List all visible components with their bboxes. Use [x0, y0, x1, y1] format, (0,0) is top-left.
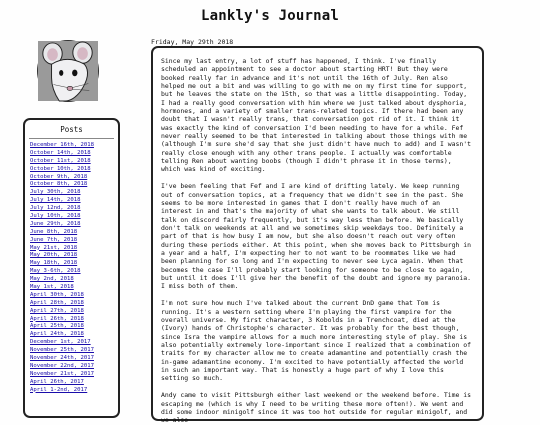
list-item — [30, 292, 118, 300]
page-title: Lankly's Journal — [200, 8, 340, 24]
post-link[interactable]: July 30th, 2018 — [30, 189, 81, 196]
list-item — [30, 142, 118, 150]
post-link[interactable]: July 12nd, 2018 — [30, 205, 81, 212]
post-link[interactable]: May 20th, 2018 — [30, 252, 78, 259]
post-link[interactable]: December 1st, 2017 — [30, 339, 91, 346]
post-link[interactable]: November 22nd, 2017 — [30, 362, 94, 369]
post-paragraph: Andy came to visit Pittsburgh either last weekend or the weekend before. Time is escaping me (which is why I need to be writing these more often!). We went and did some indoor minigolf since it was too hot outside for regular minigolf, and we also — [161, 391, 472, 425]
posts-sidebar — [23, 118, 120, 418]
post-link[interactable]: June 7th, 2018 — [30, 236, 78, 243]
post-link[interactable]: April 1-2nd, 2017 — [30, 386, 88, 393]
post-link[interactable]: October 14th, 2018 — [30, 149, 91, 156]
list-item — [30, 150, 118, 158]
post-paragraph: I'm not sure how much I've talked about the current DnD game that Tom is running. It's a western setting where I'm playing the first vampire for the overall universe. My first character, 3 Kobolds in a Trenchcoat, died at the (Ivory) hands of Christophe's character. It was probably for the best though, since Isra the vampire allows for a much more interesting style of play. She is also potentially extremely lore-important since I realized that a combination of traits for my character allow me to create adamantine and potentially crash the in-game adamantine economy. I'm excited to have potentially affected the world in such an important way. That is honestly a huge part of why I love this setting so much. — [161, 299, 472, 383]
list-item — [30, 363, 118, 371]
post-paragraph: Since my last entry, a lot of stuff has happened, I think. I've finally scheduled an appointment to see a doctor about starting HRT! But they were booked really far in advance and it's not until the 16th of July. Ren also helped me out a bit and was willing to go with me on my first time for support, but he leaves the state on the 15th, so that was a little disappointing. Today, I had a really good conversation with him where we just talked about dysphoria, hormones, and a variety of smaller trans-related topics. If there had been any doubt that I wasn't really trans, that conversation got rid of it. I think it was exactly the kind of conversation I'd been needing to have for a while. Fef never really seemed to be that interested in talking about those things with me (although I'm sure she'd say that she just didn't have much to add) and I wasn't really close enough with any other trans people. I actually was comfortable telling Ren about wanting boobs (though I didn't phrase it in those terms), which was kind of exciting. — [161, 57, 472, 174]
list-item — [30, 221, 118, 229]
post-link[interactable]: October 10th, 2018 — [30, 165, 91, 172]
post-date: Friday, May 29th 2018 — [151, 38, 234, 46]
post-link[interactable]: May 2nd, 2018 — [30, 276, 74, 283]
list-item — [30, 371, 118, 379]
post-link[interactable]: October 8th, 2018 — [30, 181, 88, 188]
post-link[interactable]: April 28th, 2018 — [30, 299, 84, 306]
list-item — [30, 174, 118, 182]
list-item — [30, 213, 118, 221]
post-link[interactable]: April 25th, 2018 — [30, 323, 84, 330]
post-link[interactable]: November 25th, 2017 — [30, 347, 94, 354]
list-item — [30, 331, 118, 339]
post-link[interactable]: May 1st, 2018 — [30, 284, 74, 291]
list-item — [30, 260, 118, 268]
post-link[interactable]: October 11st, 2018 — [30, 157, 91, 164]
avatar — [37, 40, 99, 102]
rat-head-icon — [38, 41, 98, 101]
list-item — [30, 316, 118, 324]
post-link[interactable]: December 16th, 2018 — [30, 142, 94, 148]
post-link[interactable]: April 26th, 2018 — [30, 315, 84, 322]
list-item — [30, 339, 118, 347]
list-item — [30, 387, 118, 395]
list-item — [30, 181, 118, 189]
post-link[interactable]: April 24th, 2018 — [30, 331, 84, 338]
list-item — [30, 300, 118, 308]
post-link[interactable]: November 21st, 2017 — [30, 370, 94, 377]
list-item — [30, 205, 118, 213]
post-body — [151, 46, 484, 425]
post-link[interactable]: October 9th, 2018 — [30, 173, 88, 180]
list-item — [30, 237, 118, 245]
list-item — [30, 308, 118, 316]
list-item — [30, 355, 118, 363]
post-link[interactable]: June 29th, 2018 — [30, 220, 81, 227]
posts-title: Posts — [29, 120, 114, 139]
post-link[interactable]: May 18th, 2018 — [30, 260, 78, 267]
post-link[interactable]: April 26th, 2017 — [30, 378, 84, 385]
posts-list — [25, 139, 118, 395]
post-paragraph: I've been feeling that Fef and I are kind of drifting lately. We keep running out of conversation topics, at a frequency that we didn't see in the past. She seems to be more interested in games that I don't really have much of an interest in and that's the majority of what she wants to talk about. We still talk on discord fairly frequently, but it's way less than before. We basically don't talk on weekends at all and we sometimes skip weekdays too. Definitely a part of that is how busy I am now, but she also doesn't reach out very often during these periods either. At this point, when she moves back to Pittsburgh in a year and a half, I'm expecting her to not want to be roommates like we had been planning for so long and I'm expecting to never see Lyca again. When that becomes the case I'll probably start looking for someone to be close to again, but until it does I'll give her the benefit of the doubt and ignore my paranoia. I miss both of them. — [161, 182, 472, 291]
list-item — [30, 323, 118, 331]
list-item — [30, 379, 118, 387]
list-item — [30, 189, 118, 197]
post-link[interactable]: June 8th, 2018 — [30, 228, 78, 235]
list-item — [30, 158, 118, 166]
post-link[interactable]: November 24th, 2017 — [30, 355, 94, 362]
list-item — [30, 252, 118, 260]
list-item — [30, 276, 118, 284]
list-item — [30, 197, 118, 205]
post-link[interactable]: July 14th, 2018 — [30, 197, 81, 204]
post-link[interactable]: May 3-6th, 2018 — [30, 268, 81, 275]
post-link[interactable]: April 30th, 2018 — [30, 291, 84, 298]
list-item — [30, 347, 118, 355]
list-item — [30, 284, 118, 292]
post-link[interactable]: May 21st, 2018 — [30, 244, 78, 251]
list-item — [30, 245, 118, 253]
list-item — [30, 166, 118, 174]
post-link[interactable]: April 27th, 2018 — [30, 307, 84, 314]
post-link[interactable]: July 10th, 2018 — [30, 213, 81, 220]
list-item — [30, 229, 118, 237]
list-item — [30, 268, 118, 276]
